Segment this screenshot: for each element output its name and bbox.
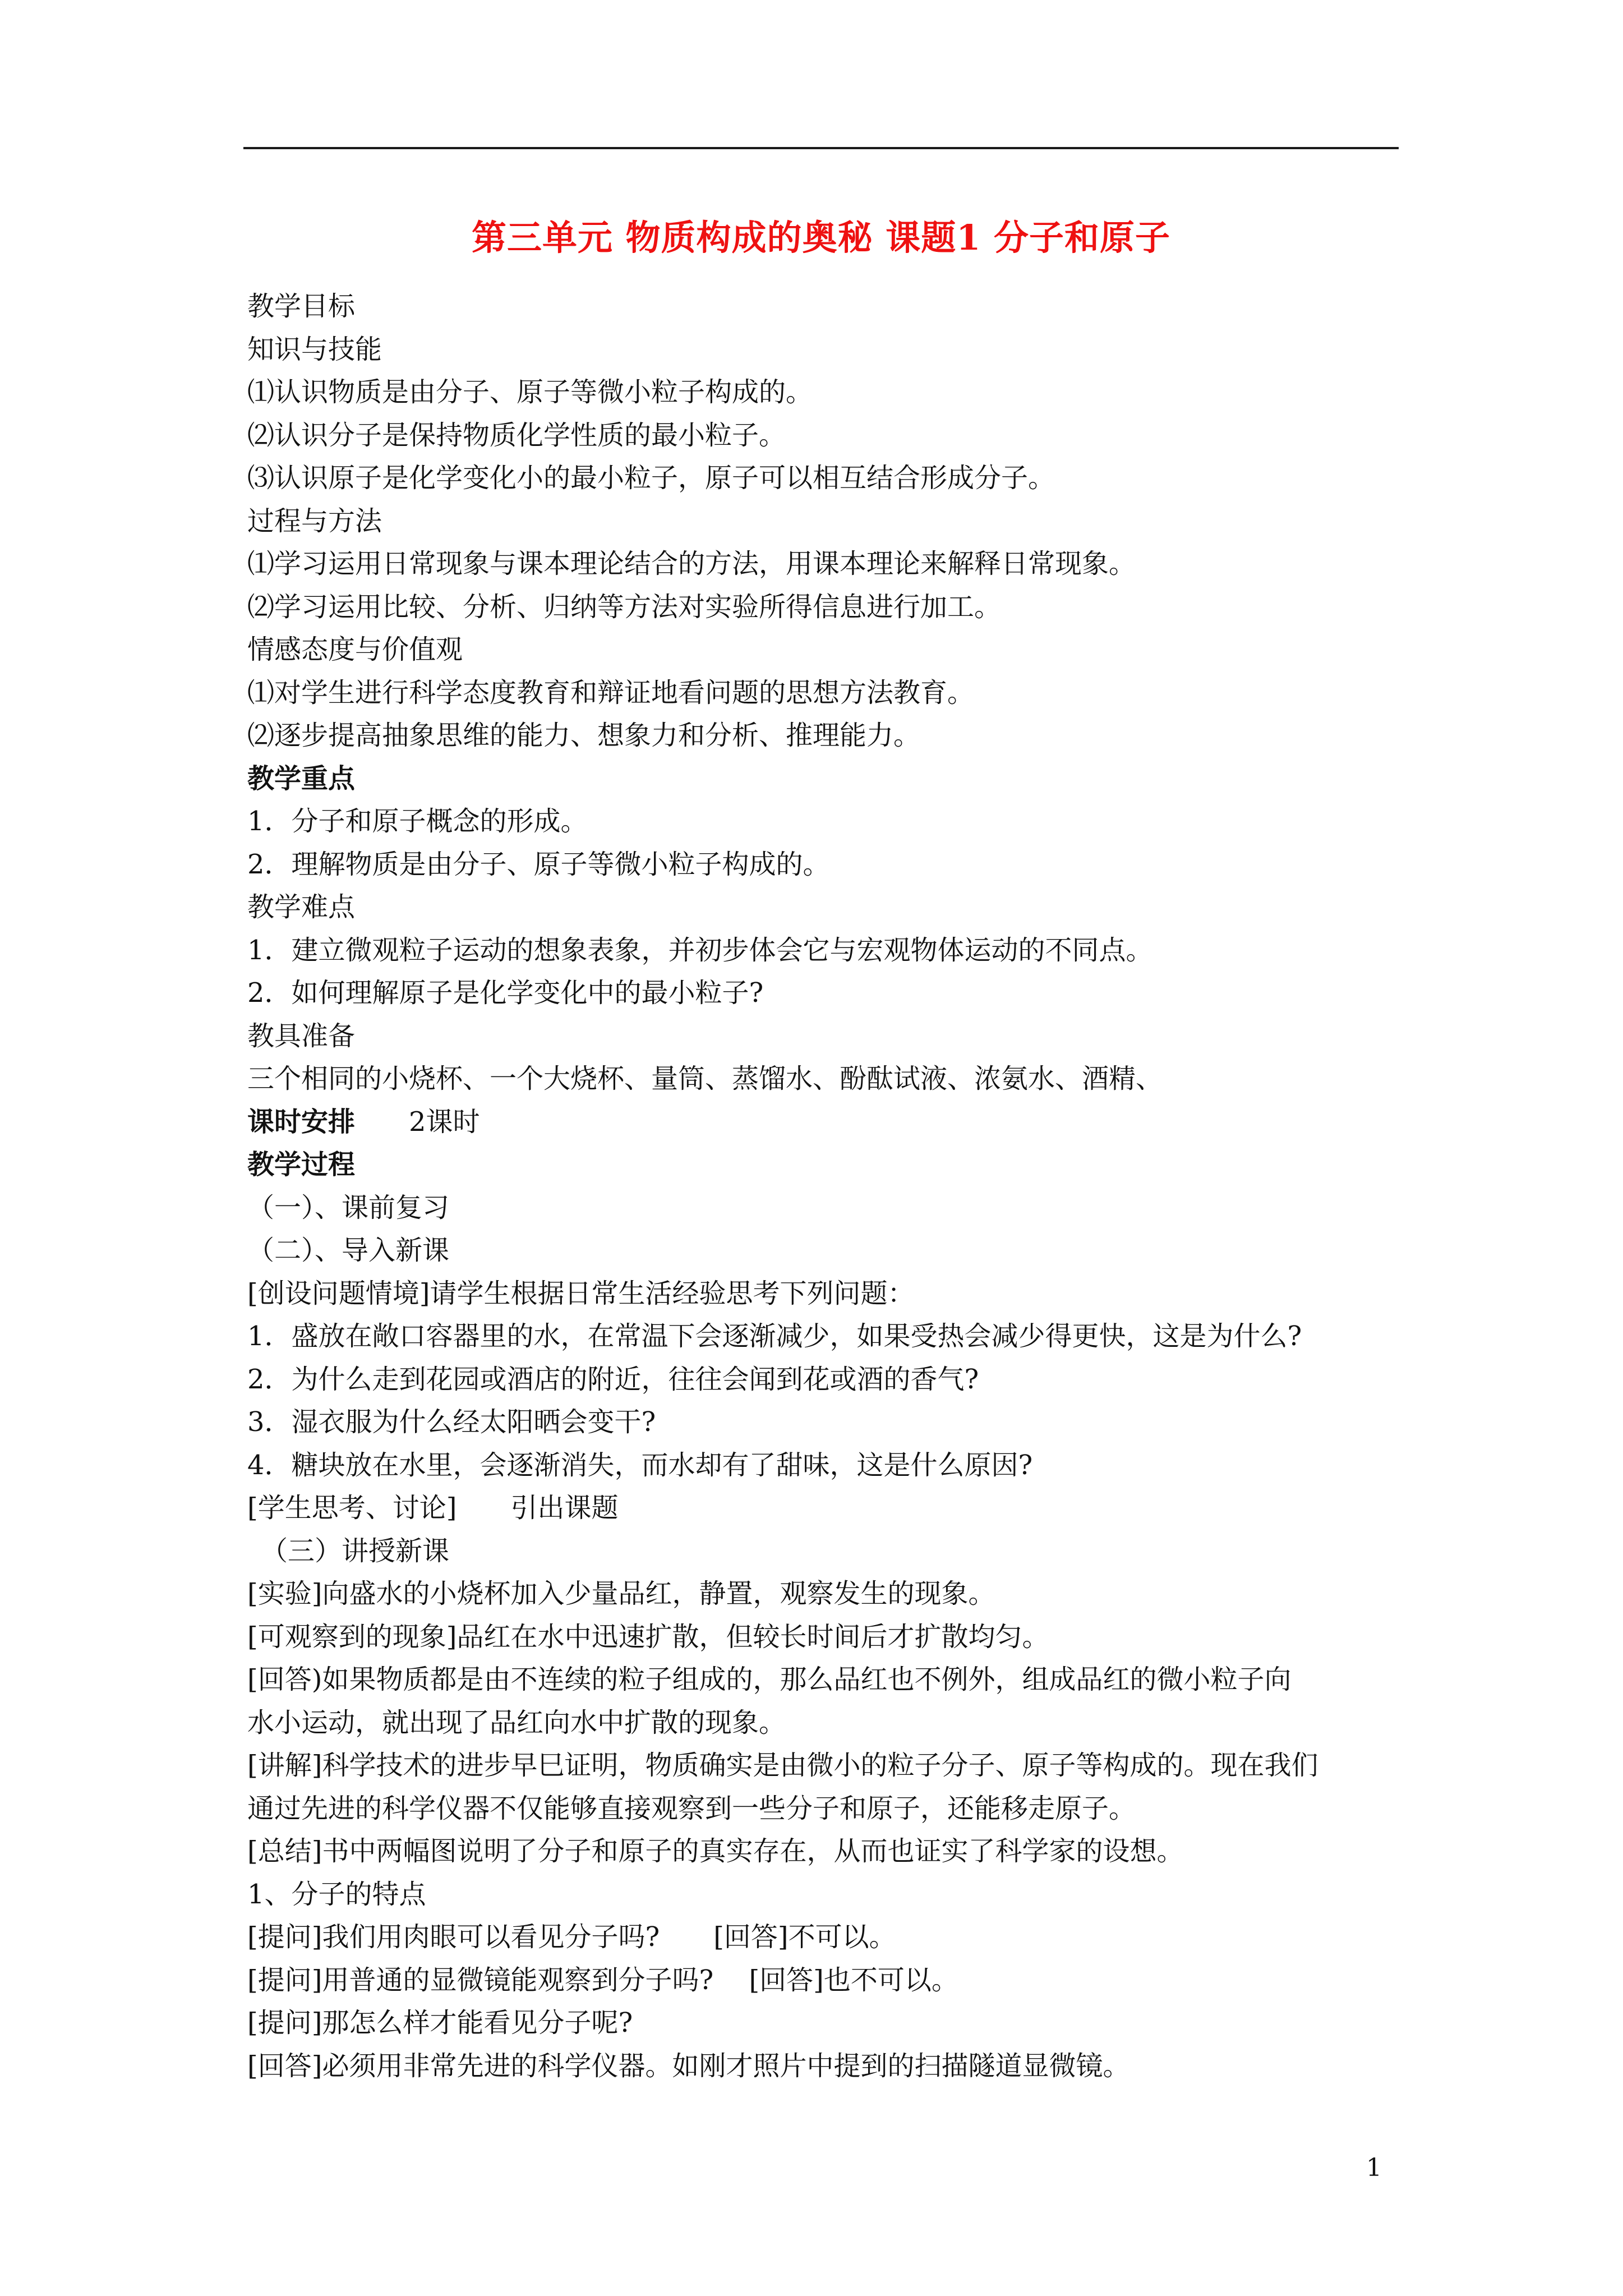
text-line — [247, 414, 1403, 457]
text-line-content: 通过先进的科学仪器不仅能够直接观察到一些分子和原子，还能移走原子。 — [247, 1792, 1136, 1824]
text-line — [247, 1315, 1403, 1358]
text-line-content: 教具准备 — [247, 1020, 356, 1052]
text-line — [247, 1401, 1403, 1444]
text-line — [247, 757, 1403, 800]
text-line-content: ⑴对学生进行科学态度教育和辩证地看问题的思想方法教育。 — [247, 677, 975, 708]
text-line-content: [实验]向盛水的小烧杯加入少量品红，静置，观察发生的现象。 — [247, 1578, 995, 1609]
text-line — [247, 457, 1403, 500]
text-line — [247, 1701, 1403, 1745]
text-line-content: [回答)如果物质都是由不连续的粒子组成的，那么品红也不例外，组成品红的微小粒子向 — [247, 1664, 1292, 1695]
text-line-content: 教学目标 — [247, 291, 356, 322]
text-line-content: [创设问题情境]请学生根据日常生活经验思考下列问题： — [247, 1277, 915, 1309]
text-line — [247, 671, 1403, 715]
text-line-content: （三）讲授新课 — [247, 1535, 450, 1567]
text-line-content: ⑴认识物质是由分子、原子等微小粒子构成的。 — [247, 376, 813, 408]
text-line — [247, 1658, 1403, 1701]
text-line-content: [讲解]科学技术的进步早巳证明，物质确实是由微小的粒子分子、原子等构成的。现在我们 — [247, 1750, 1318, 1781]
text-line-content: [回答]必须用非常先进的科学仪器。如刚才照片中提到的扫描隧道显微镜。 — [247, 2050, 1130, 2082]
text-line-content: [学生思考、讨论] 引出课题 — [247, 1492, 619, 1524]
text-line-content: 过程与方法 — [247, 505, 382, 537]
text-line — [247, 2001, 1403, 2045]
text-line-content: ⑵逐步提高抽象思维的能力、想象力和分析、推理能力。 — [247, 720, 921, 751]
header-rule — [243, 147, 1399, 149]
text-line — [247, 1959, 1403, 2002]
text-line — [247, 628, 1403, 671]
page-number: 1 — [1366, 2154, 1382, 2182]
text-line-content: 1．建立微观粒子运动的想象表象，并初步体会它与宏观物体运动的不同点。 — [247, 934, 1153, 966]
text-line-content: [总结]书中两幅图说明了分子和原子的真实存在，从而也证实了科学家的设想。 — [247, 1835, 1184, 1867]
text-line — [247, 1873, 1403, 1916]
text-line-content: [提问]那怎么样才能看见分子呢? — [247, 2007, 633, 2039]
text-line — [247, 1487, 1403, 1530]
text-line-content: 知识与技能 — [247, 333, 382, 365]
text-line-content: 1、分子的特点 — [247, 1878, 426, 1910]
text-line — [247, 371, 1403, 414]
text-line-content: ⑵认识分子是保持物质化学性质的最小粒子。 — [247, 419, 786, 451]
text-line — [247, 1229, 1403, 1272]
text-line — [247, 1272, 1403, 1315]
text-line-content: ⑵学习运用比较、分析、归纳等方法对实验所得信息进行加工。 — [247, 591, 1002, 623]
text-line-content: 教学重点 — [247, 762, 356, 794]
text-line — [247, 542, 1403, 586]
text-line — [247, 1186, 1403, 1230]
text-line — [247, 1101, 1403, 1144]
text-line — [247, 1143, 1403, 1186]
text-line-content: （一）、课前复习 — [247, 1191, 450, 1223]
text-line-content: 2．为什么走到花园或酒店的附近，往往会闻到花或酒的香气? — [247, 1363, 979, 1395]
text-line — [247, 285, 1403, 328]
text-line — [247, 1616, 1403, 1659]
text-line-content: 教学难点 — [247, 891, 356, 923]
document-title: 第三单元 物质构成的奥秘 课题1 分子和原子 — [472, 217, 1170, 258]
text-line-content: 2．如何理解原子是化学变化中的最小粒子? — [247, 977, 764, 1009]
text-line — [247, 1015, 1403, 1058]
text-line-content: 情感态度与价值观 — [247, 634, 463, 665]
text-line — [247, 886, 1403, 929]
text-line — [247, 500, 1403, 543]
text-line — [247, 2045, 1403, 2088]
text-line — [247, 328, 1403, 371]
text-line-content: 3．湿衣服为什么经太阳晒会变干? — [247, 1406, 656, 1438]
text-line-content: 水小运动，就出现了品红向水中扩散的现象。 — [247, 1706, 786, 1738]
text-line-content: 1．盛放在敞口容器里的水，在常温下会逐渐减少，如果受热会减少得更快，这是为什么? — [247, 1320, 1302, 1352]
text-line — [247, 972, 1403, 1015]
text-line — [247, 714, 1403, 757]
text-line-content: 4．糖块放在水里，会逐渐消失，而水却有了甜味，这是什么原因? — [247, 1449, 1033, 1481]
text-line-content: ⑴学习运用日常现象与课本理论结合的方法，用课本理论来解释日常现象。 — [247, 548, 1136, 579]
text-line — [247, 1916, 1403, 1959]
text-line — [247, 1744, 1403, 1787]
text-line-content: [提问]用普通的显微镜能观察到分子吗? [回答]也不可以。 — [247, 1964, 958, 1996]
text-line-content: 教学过程 — [247, 1149, 356, 1180]
text-line-tail: 2课时 — [409, 1106, 480, 1138]
text-line — [247, 1358, 1403, 1401]
text-line-content: [可观察到的现象]品红在水中迅速扩散，但较长时间后才扩散均匀。 — [247, 1621, 1049, 1653]
text-line — [247, 1530, 1403, 1573]
text-line — [247, 1444, 1403, 1487]
text-line — [247, 1830, 1403, 1873]
text-line — [247, 843, 1403, 886]
text-line — [247, 929, 1403, 972]
text-line — [247, 1057, 1403, 1101]
text-line — [247, 800, 1403, 843]
text-line-content: 2．理解物质是由分子、原子等微小粒子构成的。 — [247, 848, 830, 880]
text-line-content: ⑶认识原子是化学变化小的最小粒子，原子可以相互结合形成分子。 — [247, 462, 1055, 494]
text-line-content: 课时安排 — [247, 1106, 356, 1138]
text-line-content: （二）、导入新课 — [247, 1235, 450, 1266]
body-text — [247, 285, 1403, 2087]
text-line-content: 1．分子和原子概念的形成。 — [247, 806, 588, 837]
text-line-content: [提问]我们用肉眼可以看见分子吗? [回答]不可以。 — [247, 1921, 896, 1953]
text-line-content: 三个相同的小烧杯、一个大烧杯、量筒、蒸馏水、酚酞试液、浓氨水、酒精、 — [247, 1063, 1163, 1094]
text-line — [247, 1572, 1403, 1616]
text-line — [247, 1787, 1403, 1830]
text-line — [247, 586, 1403, 629]
